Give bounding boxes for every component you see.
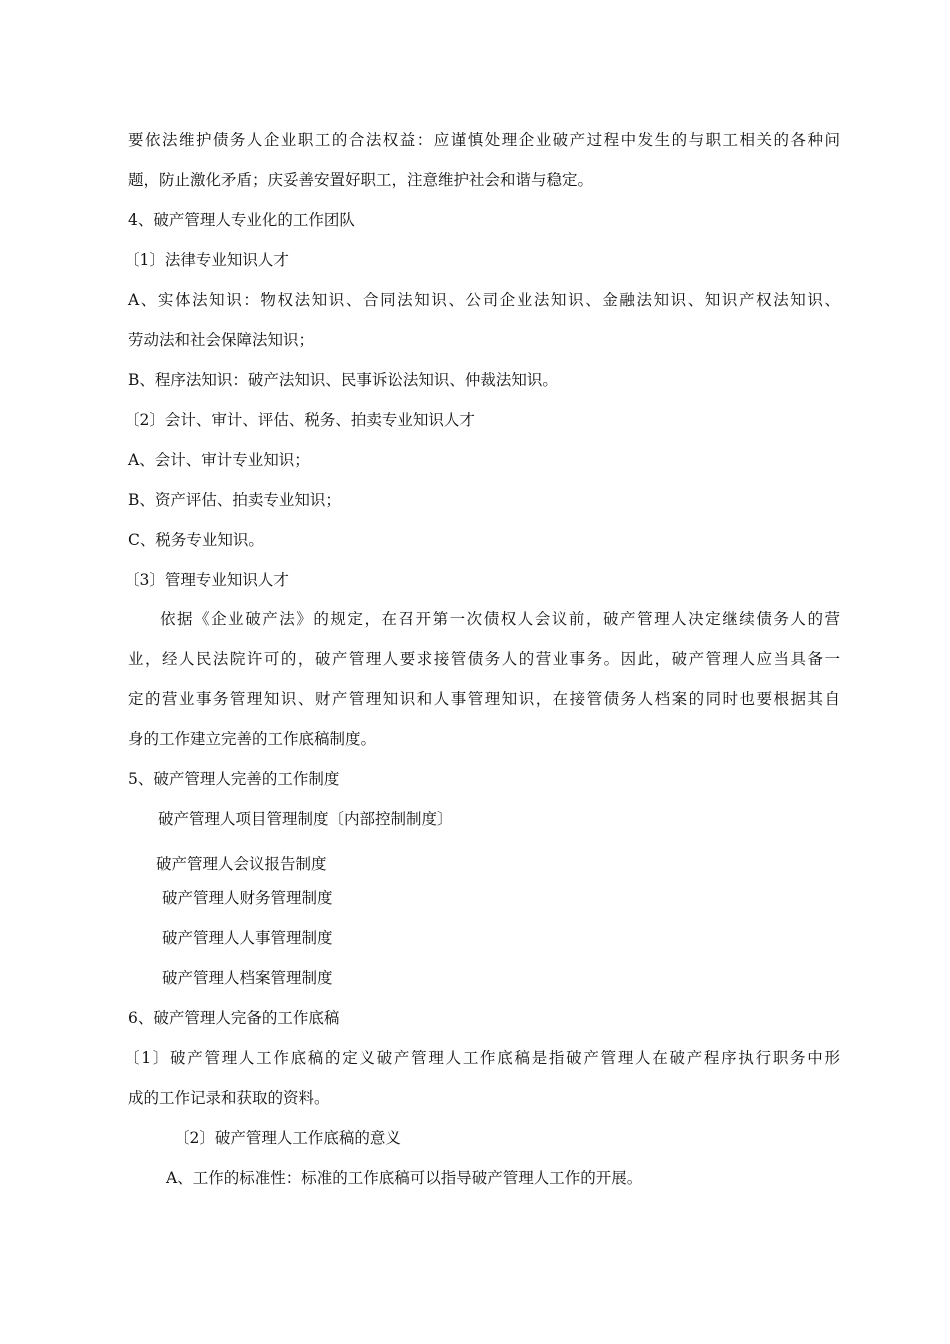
list-item: A、工作的标准性：标准的工作底稿可以指导破产管理人工作的开展。 (166, 1169, 643, 1187)
paragraph-line: 业，经人民法院许可的，破产管理人要求接管债务人的营业事务。因此，破产管理人应当具备一 (128, 650, 840, 668)
list-item: 破产管理人人事管理制度 (162, 929, 333, 947)
paragraph-line: 题，防止激化矛盾；庆妥善安置好职工，注意维护社会和谐与稳定。 (128, 171, 594, 189)
subsection-heading: 〔2〕破产管理人工作底稿的意义 (174, 1129, 401, 1147)
list-item: 破产管理人项目管理制度〔内部控制制度〕 (158, 810, 453, 828)
section-heading: 5、破产管理人完善的工作制度 (128, 770, 340, 788)
list-item: 破产管理人档案管理制度 (162, 969, 333, 987)
section-heading: 4、破产管理人专业化的工作团队 (128, 211, 355, 229)
section-heading: 6、破产管理人完备的工作底稿 (128, 1009, 340, 1027)
paragraph-line: 成的工作记录和获取的资料。 (128, 1089, 330, 1107)
list-item: B、资产评估、拍卖专业知识； (128, 491, 341, 509)
paragraph-line: 定的营业事务管理知识、财产管理知识和人事管理知识，在接管债务人档案的同时也要根据其自 (128, 690, 840, 708)
paragraph-line: B、程序法知识：破产法知识、民事诉讼法知识、仲裁法知识。 (128, 371, 558, 389)
list-item: 破产管理人财务管理制度 (162, 889, 333, 907)
list-item: C、税务专业知识。 (128, 531, 264, 549)
paragraph-line: 身的工作建立完善的工作底稿制度。 (128, 730, 377, 748)
paragraph-line: 要依法维护债务人企业职工的合法权益：应谨慎处理企业破产过程中发生的与职工相关的各种问 (128, 131, 840, 149)
subsection-heading: 〔2〕会计、审计、评估、税务、拍卖专业知识人才 (124, 411, 475, 429)
list-item: 破产管理人会议报告制度 (156, 855, 327, 873)
subsection-heading: 〔1〕法律专业知识人才 (124, 251, 289, 269)
paragraph-line: 劳动法和社会保障法知识； (128, 331, 315, 349)
paragraph-line: A、实体法知识：物权法知识、合同法知识、公司企业法知识、金融法知识、知识产权法知识、 (128, 291, 840, 309)
list-item: A、会计、审计专业知识； (128, 451, 310, 469)
paragraph-line: 〔1〕破产管理人工作底稿的定义破产管理人工作底稿是指破产管理人在破产程序执行职务中形 (124, 1049, 840, 1067)
paragraph-line: 依据《企业破产法》的规定，在召开第一次债权人会议前，破产管理人决定继续债务人的营 (160, 610, 840, 628)
subsection-heading: 〔3〕管理专业知识人才 (124, 571, 289, 589)
